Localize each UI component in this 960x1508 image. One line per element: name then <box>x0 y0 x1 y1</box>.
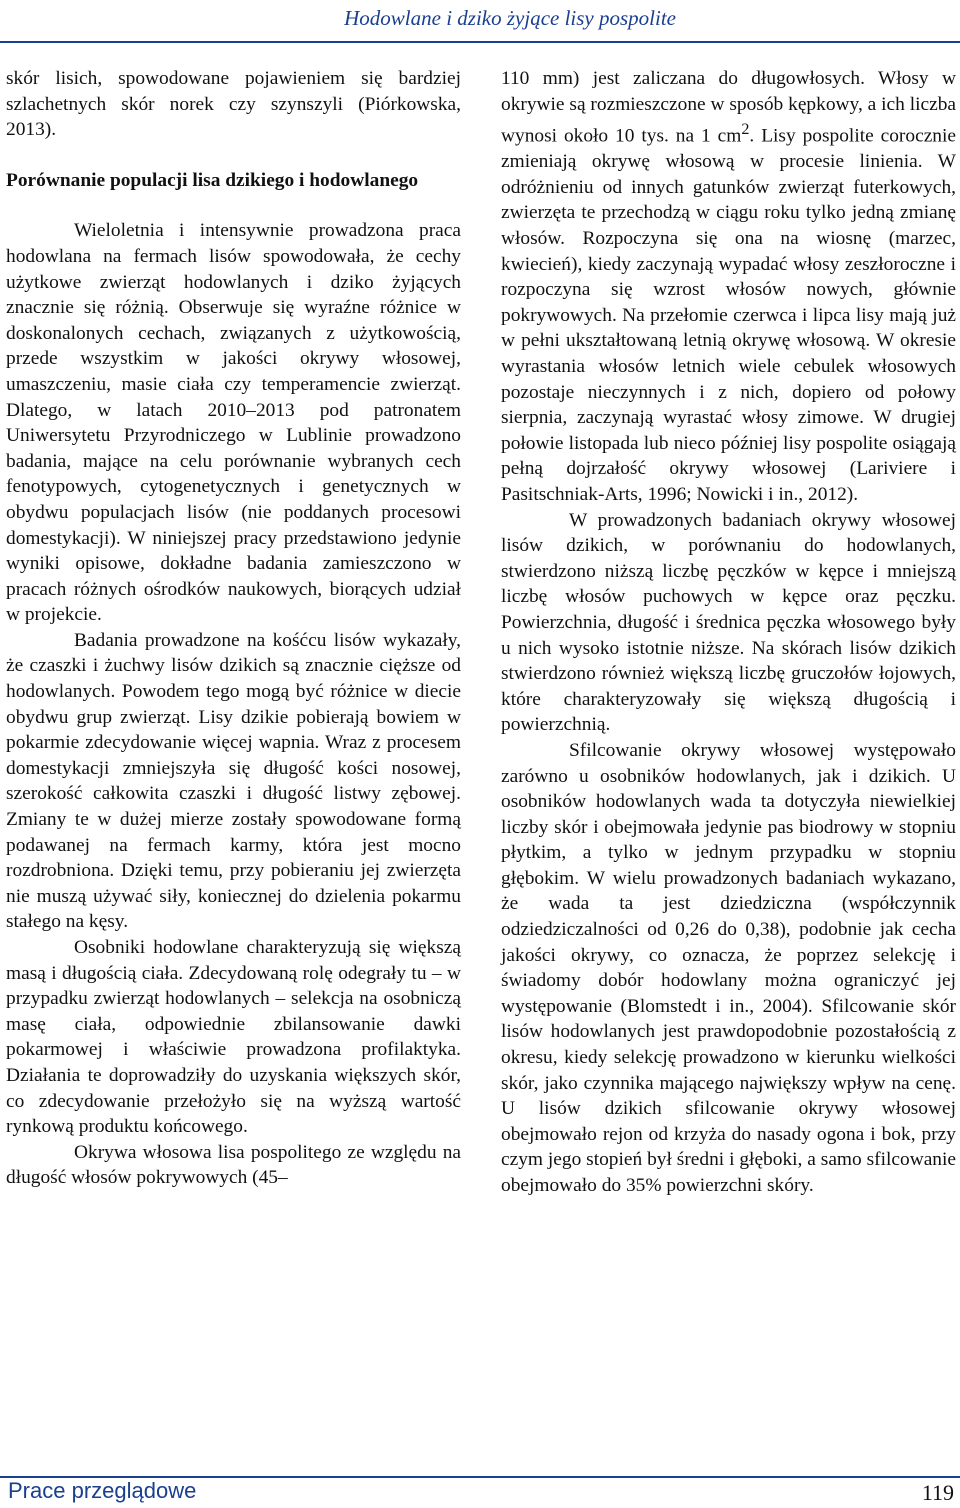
paragraph: skór lisich, spowodowane pojawieniem się bardziej szlachetnych skór norek czy szynszyli (Piórkowska, 2013). <box>6 68 461 141</box>
paragraph: Wieloletnia i intensywnie prowadzona praca hodowlana na fermach lisów spowodowała, że cechy użytkowe zwierząt hodowlanych i dziko żyjących znacznie się różnią. Obserwuje się wyraźne różnice w doskonalonych cechach, związanych z użytkowością, przede wszystkim w jakości okrywy włosowej, umaszczeniu, masie ciała czy temperamencie zwierząt. Dlatego, w latach 2010–2013 pod patronatem Uniwersytetu Przyrodniczego w Lublinie prowadzono badania, mające na celu porównanie wybranych cech fenotypowych, cytogenetycznych i genetycznych w obydwu populacjach lisów (nie poddanych procesowi domestykacji). W niniejszej pracy przedstawiono jedynie wyniki opisowe, dokładne badania zamieszczono w pracach różnych ośrodków naukowych, biorących udział w projekcie. <box>6 220 461 626</box>
footer-section-label: Prace przeglądowe <box>8 1478 197 1503</box>
paragraph: Sfilcowanie okrywy włosowej występowało zarówno u osobników hodowlanych, jak i dzikich. U osobników hodowlanych wada ta dotyczyła niewielkiej liczby skór i obejmowała jedynie pas biodrowy w stopniu płytkim, a tylko w jednym przypadku w stopniu głębokim. W wielu prowadzonych badaniach wykazano, że wada ta jest dziedziczna (współczynnik odziedziczalności od 0,26 do 0,38), podobnie jak cecha jakości okrywy, co oznacza, że poprzez selekcję i świadomy dobór hodowlany można ograniczyć jej występowanie (Blomstedt i in., 2004). Sfilcowanie skór lisów hodowlanych jest prawdopodobnie pozostałością z okresu, kiedy selekcję prowadzono w kierunku wielkości skór, jako czynnika mającego największy wpływ na cenę. U lisów dzikich sfilcowanie okrywy włosowej obejmowało rejon od krzyża do nasady ogona i bok, przy czym jego stopień był średni i głęboki, a samo sfilcowanie obejmowało do 35% powierzchni skóry. <box>501 739 956 1196</box>
section-heading: Porównanie populacji lisa dzikiego i hodowlanego <box>6 169 419 191</box>
left-column <box>6 66 461 1191</box>
header-rule <box>0 41 960 43</box>
paragraph-text: . Lisy pospolite corocznie zmieniają okrywę włosową w procesie linienia. W odróżnieniu od innych gatunków zwierząt futerkowych, zwierzęta te przechodzą w ciągu roku tylko jedną zmianę włosów. Rozpoczyna się ona na wiosnę (marzec, kwiecień), kiedy zaczynają wypadać włosy zeszłoroczne i rozpoczyna się wzrost włosów nowych, głównie pokrywowych. Na przełomie czerwca i lipca lisy mają już w pełni ukształtowaną letnią okrywę włosową. W okresie wyrastania włosów letnich wiele cebulek włosowych pozostaje nieczynnych i z nich, dopiero od połowy sierpnia, zaczynają wyrastać włosy zimowe. W drugiej połowie listopada lub nieco później lisy pospolite osiągają pełną dojrzałość okrywy włosowej (Lariviere i Pasitschniak-Arts, 1996; Nowicki i in., 2012). <box>501 125 956 505</box>
paragraph-text: 110 mm) jest zaliczana do długowłosych. Włosy w okrywie są rozmieszczone w sposób kępkowy, a ich liczba wynosi około 10 tys. na 1 cm <box>501 68 956 147</box>
running-header: Hodowlane i dziko żyjące lisy pospolite <box>344 6 676 30</box>
paragraph: W prowadzonych badaniach okrywy włosowej lisów dzikich, w porównaniu do hodowlanych, stwierdzono niższą liczbę pęczków w kępce i mniejszą liczbę włosów puchowych w kępce oraz pęczku. Powierzchnia, długość i średnica pęczka włosowego były u nich wysoko istotnie niższe. Na skórach lisów dzikich stwierdzono również większą liczbę gruczołów łojowych, które charakteryzowały się większą długością i powierzchnią. <box>501 509 956 736</box>
paragraph <box>501 66 956 508</box>
superscript: 2 <box>741 121 750 139</box>
page-number: 119 <box>921 1480 954 1505</box>
right-column <box>501 66 956 1199</box>
paragraph: Okrywa włosowa lisa pospolitego ze względu na długość włosów pokrywowych (45– <box>6 1141 461 1189</box>
paragraph: Badania prowadzone na kośćcu lisów wykazały, że czaszki i żuchwy lisów dzikich są znacznie cięższe od hodowlanych. Powodem tego mogą być różnice w diecie obydwu grup zwierząt. Lisy dzikie pobierają bowiem w pokarmie zdecydowanie więcej wapnia. Wraz z procesem domestykacji zmniejszyła się długość kości nosowej, szerokość całkowita czaszki i długość listwy zębowej. Zmiany te w dużej mierze zostały spowodowane formą podawanej na fermach karmy, która jest mocno rozdrobniona. Dzięki temu, przy pobieraniu jej zwierzęta nie muszą używać siły, koniecznej do dzielenia pokarmu stałego na kęsy. <box>6 629 461 933</box>
paragraph: Osobniki hodowlane charakteryzują się większą masą i długością ciała. Zdecydowaną rolę odegrały tu – w przypadku zwierząt hodowlanych – selekcja na osobniczą masę ciała, odpowiednie zbilansowanie dawki pokarmowej i właściwie prowadzona profilaktyka. Działania te doprowadziły do uzyskania większych skór, co zdecydowanie przełożyło się na wyższą wartość rynkową produktu końcowego. <box>6 937 461 1138</box>
